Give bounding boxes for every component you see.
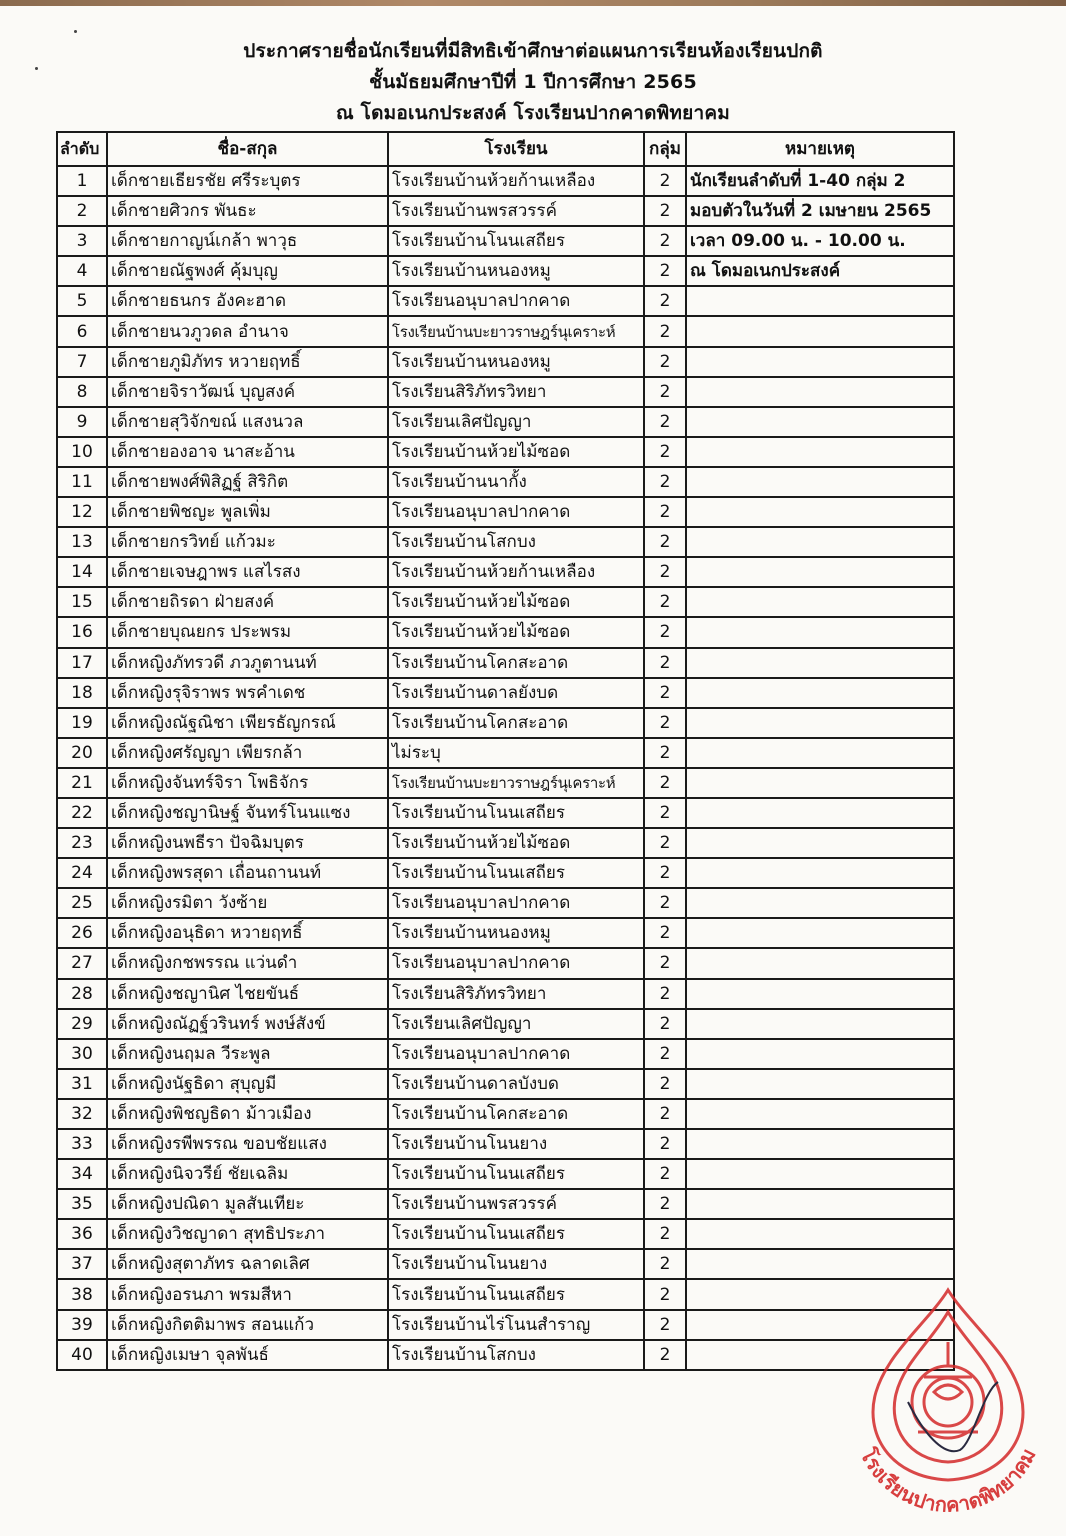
- row-remark: [686, 738, 954, 768]
- row-school: โรงเรียนอนุบาลปากคาด: [388, 497, 644, 527]
- table-row: [57, 738, 954, 768]
- row-group: 2: [644, 527, 686, 557]
- table-row: [57, 286, 954, 316]
- row-remark: [686, 557, 954, 587]
- row-remark: [686, 437, 954, 467]
- row-name: เด็กหญิงวิชญาดา สุทธิประภา: [107, 1219, 388, 1249]
- table-row: [57, 587, 954, 617]
- row-group: 2: [644, 256, 686, 286]
- table-row: [57, 798, 954, 828]
- row-order: 19: [57, 708, 107, 738]
- row-group: 2: [644, 708, 686, 738]
- column-header-order: ลำดับ: [57, 132, 107, 166]
- table-header-row: [57, 132, 954, 166]
- paper-speck: [74, 30, 77, 33]
- row-school: โรงเรียนบ้านดาลบังบด: [388, 1069, 644, 1099]
- row-name: เด็กชายพงศ์พิสิฏฐ์ สิริกิต: [107, 467, 388, 497]
- row-remark: [686, 467, 954, 497]
- row-remark: [686, 948, 954, 978]
- row-school: โรงเรียนบ้านไร่โนนสำราญ: [388, 1310, 644, 1340]
- row-remark: [686, 286, 954, 316]
- row-school: โรงเรียนบ้านหนองหมู: [388, 256, 644, 286]
- row-school: โรงเรียนบ้านโนนเสถียร: [388, 1279, 644, 1309]
- row-name: เด็กชายเธียรชัย ศรีระบุตร: [107, 166, 388, 196]
- row-name: เด็กชายจิราวัฒน์ บุญสงค์: [107, 377, 388, 407]
- row-school: โรงเรียนอนุบาลปากคาด: [388, 286, 644, 316]
- row-group: 2: [644, 648, 686, 678]
- row-school: โรงเรียนบ้านโนนเสถียร: [388, 1219, 644, 1249]
- table-row: [57, 557, 954, 587]
- row-group: 2: [644, 798, 686, 828]
- row-name: เด็กหญิงนฤมล วีระพูล: [107, 1039, 388, 1069]
- row-school: โรงเรียนบ้านโนนเสถียร: [388, 226, 644, 256]
- table-row: [57, 648, 954, 678]
- row-remark: [686, 1129, 954, 1159]
- table-row: [57, 1099, 954, 1129]
- row-order: 14: [57, 557, 107, 587]
- row-order: 26: [57, 918, 107, 948]
- row-name: เด็กชายกรวิทย์ แก้วมะ: [107, 527, 388, 557]
- row-school: โรงเรียนบ้านพรสวรรค์: [388, 196, 644, 226]
- row-order: 12: [57, 497, 107, 527]
- row-order: 29: [57, 1009, 107, 1039]
- row-order: 31: [57, 1069, 107, 1099]
- row-remark: [686, 527, 954, 557]
- row-school: โรงเรียนเลิศปัญญา: [388, 1009, 644, 1039]
- row-name: เด็กหญิงณัฐณิชา เพียรธัญกรณ์: [107, 708, 388, 738]
- row-order: 28: [57, 979, 107, 1009]
- row-group: 2: [644, 828, 686, 858]
- row-order: 32: [57, 1099, 107, 1129]
- table-row: [57, 467, 954, 497]
- table-row: [57, 617, 954, 647]
- table-row: [57, 1279, 954, 1309]
- row-name: เด็กหญิงศรัญญา เพียรกล้า: [107, 738, 388, 768]
- table-row: [57, 918, 954, 948]
- row-remark: [686, 407, 954, 437]
- row-remark: นักเรียนลำดับที่ 1-40 กลุ่ม 2: [686, 166, 954, 196]
- row-order: 11: [57, 467, 107, 497]
- row-school: โรงเรียนอนุบาลปากคาด: [388, 948, 644, 978]
- row-group: 2: [644, 1039, 686, 1069]
- row-name: เด็กชายบุณยกร ประพรม: [107, 617, 388, 647]
- row-order: 7: [57, 347, 107, 377]
- row-name: เด็กหญิงจันทร์จิรา โพธิจักร: [107, 768, 388, 798]
- row-name: เด็กชายณัฐพงศ์ คุ้มบุญ: [107, 256, 388, 286]
- table-row: [57, 1189, 954, 1219]
- row-group: 2: [644, 1099, 686, 1129]
- row-order: 20: [57, 738, 107, 768]
- row-remark: [686, 888, 954, 918]
- row-order: 3: [57, 226, 107, 256]
- column-header-name: ชื่อ-สกุล: [107, 132, 388, 166]
- row-group: 2: [644, 1279, 686, 1309]
- row-school: โรงเรียนบ้านหนองหมู: [388, 347, 644, 377]
- row-remark: [686, 828, 954, 858]
- row-order: 36: [57, 1219, 107, 1249]
- row-name: เด็กชายธนกร อังคะฮาด: [107, 286, 388, 316]
- row-order: 4: [57, 256, 107, 286]
- row-school: โรงเรียนบ้านโสกบง: [388, 527, 644, 557]
- row-school: โรงเรียนสิริภัทรวิทยา: [388, 377, 644, 407]
- table-row: [57, 497, 954, 527]
- row-school: โรงเรียนบ้านห้วยไม้ซอด: [388, 437, 644, 467]
- table-row: [57, 948, 954, 978]
- row-group: 2: [644, 497, 686, 527]
- table-row: [57, 1340, 954, 1370]
- row-group: 2: [644, 347, 686, 377]
- row-group: 2: [644, 166, 686, 196]
- row-name: เด็กชายพิชญะ พูลเพิ่ม: [107, 497, 388, 527]
- row-remark: [686, 1039, 954, 1069]
- school-seal-stamp: [848, 1282, 1048, 1522]
- table-row: [57, 527, 954, 557]
- row-remark: [686, 377, 954, 407]
- row-school: โรงเรียนบ้านห้วยไม้ซอด: [388, 587, 644, 617]
- row-name: เด็กหญิงเมษา จุลพันธ์: [107, 1340, 388, 1370]
- row-school: โรงเรียนบ้านโคกสะอาด: [388, 708, 644, 738]
- table-row: [57, 708, 954, 738]
- row-remark: [686, 1099, 954, 1129]
- row-name: เด็กหญิงพิชญธิดา ม้าวเมือง: [107, 1099, 388, 1129]
- row-school: โรงเรียนบ้านพรสวรรค์: [388, 1189, 644, 1219]
- row-order: 15: [57, 587, 107, 617]
- row-remark: [686, 1069, 954, 1099]
- row-group: 2: [644, 437, 686, 467]
- row-group: 2: [644, 1009, 686, 1039]
- row-group: 2: [644, 918, 686, 948]
- table-row: [57, 1129, 954, 1159]
- document-header: [0, 36, 1066, 129]
- table-row: [57, 196, 954, 226]
- row-order: 24: [57, 858, 107, 888]
- row-school: โรงเรียนบ้านห้วยก้านเหลือง: [388, 557, 644, 587]
- row-name: เด็กหญิงชญานิษฐ์ จันทร์โนนแซง: [107, 798, 388, 828]
- row-order: 30: [57, 1039, 107, 1069]
- row-group: 2: [644, 979, 686, 1009]
- row-order: 27: [57, 948, 107, 978]
- row-order: 10: [57, 437, 107, 467]
- row-remark: [686, 316, 954, 346]
- row-school: โรงเรียนบ้านโนนเสถียร: [388, 1159, 644, 1189]
- row-order: 25: [57, 888, 107, 918]
- row-group: 2: [644, 1249, 686, 1279]
- row-name: เด็กชายเจษฎาพร แสไรสง: [107, 557, 388, 587]
- row-order: 1: [57, 166, 107, 196]
- row-group: 2: [644, 888, 686, 918]
- row-school: โรงเรียนบ้านห้วยไม้ซอด: [388, 828, 644, 858]
- header-line-2: ชั้นมัธยมศึกษาปีที่ 1 ปีการศึกษา 2565: [369, 71, 697, 93]
- table-row: [57, 828, 954, 858]
- row-name: เด็กชายนวภูวดล อำนาจ: [107, 316, 388, 346]
- row-order: 40: [57, 1340, 107, 1370]
- row-order: 8: [57, 377, 107, 407]
- row-order: 16: [57, 617, 107, 647]
- row-group: 2: [644, 1310, 686, 1340]
- row-name: เด็กหญิงอรนภา พรมสีหา: [107, 1279, 388, 1309]
- table-row: [57, 166, 954, 196]
- table-row: [57, 407, 954, 437]
- table-row: [57, 768, 954, 798]
- row-remark: [686, 1219, 954, 1249]
- row-remark: [686, 347, 954, 377]
- table-row: [57, 316, 954, 346]
- row-remark: [686, 1249, 954, 1279]
- row-group: 2: [644, 678, 686, 708]
- row-school: โรงเรียนสิริภัทรวิทยา: [388, 979, 644, 1009]
- row-name: เด็กหญิงภัทรวดี ภวภูตานนท์: [107, 648, 388, 678]
- row-name: เด็กหญิงพรสุดา เถื่อนถานนท์: [107, 858, 388, 888]
- row-order: 35: [57, 1189, 107, 1219]
- row-order: 38: [57, 1279, 107, 1309]
- row-remark: [686, 768, 954, 798]
- table-row: [57, 437, 954, 467]
- row-school: โรงเรียนอนุบาลปากคาด: [388, 1039, 644, 1069]
- row-remark: [686, 497, 954, 527]
- table-row: [57, 1249, 954, 1279]
- table-row: [57, 377, 954, 407]
- row-name: เด็กหญิงสุตาภัทร ฉลาดเลิศ: [107, 1249, 388, 1279]
- row-remark: ณ โดมอเนกประสงค์: [686, 256, 954, 286]
- table-row: [57, 347, 954, 377]
- row-group: 2: [644, 768, 686, 798]
- row-order: 39: [57, 1310, 107, 1340]
- row-school: โรงเรียนบ้านห้วยก้านเหลือง: [388, 166, 644, 196]
- row-remark: [686, 798, 954, 828]
- row-order: 18: [57, 678, 107, 708]
- table-row: [57, 1219, 954, 1249]
- row-group: 2: [644, 316, 686, 346]
- column-header-remark: หมายเหตุ: [686, 132, 954, 166]
- row-school: โรงเรียนบ้านนากั้ง: [388, 467, 644, 497]
- row-order: 17: [57, 648, 107, 678]
- table-row: [57, 1310, 954, 1340]
- row-group: 2: [644, 1159, 686, 1189]
- row-name: เด็กชายสุวิจักขณ์ แสงนวล: [107, 407, 388, 437]
- row-school: ไม่ระบุ: [388, 738, 644, 768]
- row-school: โรงเรียนบ้านโนนเสถียร: [388, 858, 644, 888]
- row-name: เด็กหญิงนพธีรา ปัจฉิมบุตร: [107, 828, 388, 858]
- row-school: โรงเรียนบ้านบะยาวราษฎร์นุเคราะห์: [388, 768, 644, 798]
- row-remark: [686, 918, 954, 948]
- table-row: [57, 678, 954, 708]
- row-order: 9: [57, 407, 107, 437]
- row-group: 2: [644, 1129, 686, 1159]
- row-name: เด็กหญิงรุจิราพร พรคำเดช: [107, 678, 388, 708]
- row-group: 2: [644, 1340, 686, 1370]
- row-group: 2: [644, 196, 686, 226]
- table-row: [57, 1159, 954, 1189]
- row-name: เด็กหญิงรมิตา วังซ้าย: [107, 888, 388, 918]
- row-remark: มอบตัวในวันที่ 2 เมษายน 2565: [686, 196, 954, 226]
- row-group: 2: [644, 1069, 686, 1099]
- row-group: 2: [644, 587, 686, 617]
- table-row: [57, 1069, 954, 1099]
- header-line-1: ประกาศรายชื่อนักเรียนที่มีสิทธิเข้าศึกษาต่อแผนการเรียนห้องเรียนปกติ: [243, 40, 823, 62]
- table-row: [57, 256, 954, 286]
- row-school: โรงเรียนบ้านหนองหมู: [388, 918, 644, 948]
- row-order: 23: [57, 828, 107, 858]
- row-order: 22: [57, 798, 107, 828]
- row-name: เด็กหญิงอนุธิดา หวายฤทธิ์: [107, 918, 388, 948]
- row-school: โรงเรียนบ้านดาลยังบด: [388, 678, 644, 708]
- row-group: 2: [644, 557, 686, 587]
- row-group: 2: [644, 617, 686, 647]
- row-group: 2: [644, 467, 686, 497]
- row-name: เด็กชายองอาจ นาสะอ้าน: [107, 437, 388, 467]
- row-name: เด็กหญิงณัฏฐ์วรินทร์ พงษ์สังข์: [107, 1009, 388, 1039]
- row-order: 13: [57, 527, 107, 557]
- row-name: เด็กหญิงนิจวรีย์ ชัยเฉลิม: [107, 1159, 388, 1189]
- row-remark: [686, 587, 954, 617]
- row-remark: [686, 648, 954, 678]
- row-remark: [686, 1189, 954, 1219]
- row-school: โรงเรียนบ้านโนนยาง: [388, 1129, 644, 1159]
- row-remark: [686, 678, 954, 708]
- row-order: 2: [57, 196, 107, 226]
- row-school: โรงเรียนบ้านโคกสะอาด: [388, 648, 644, 678]
- column-header-school: โรงเรียน: [388, 132, 644, 166]
- row-name: เด็กหญิงนัฐธิดา สุบุญมี: [107, 1069, 388, 1099]
- row-group: 2: [644, 407, 686, 437]
- row-school: โรงเรียนบ้านบะยาวราษฎร์นุเคราะห์: [388, 316, 644, 346]
- row-order: 34: [57, 1159, 107, 1189]
- row-name: เด็กหญิงรพีพรรณ ขอบชัยแสง: [107, 1129, 388, 1159]
- row-remark: [686, 1009, 954, 1039]
- row-school: โรงเรียนบ้านโคกสะอาด: [388, 1099, 644, 1129]
- row-school: โรงเรียนบ้านโนนเสถียร: [388, 798, 644, 828]
- student-list-table: [56, 131, 955, 1371]
- row-name: เด็กหญิงกชพรรณ แว่นดำ: [107, 948, 388, 978]
- seal-text: โรงเรียนปากคาดพิทยาคม: [855, 1444, 1041, 1517]
- row-school: โรงเรียนบ้านห้วยไม้ซอด: [388, 617, 644, 647]
- row-remark: [686, 858, 954, 888]
- row-remark: [686, 617, 954, 647]
- row-remark: เวลา 09.00 น. - 10.00 น.: [686, 226, 954, 256]
- table-row: [57, 226, 954, 256]
- row-remark: [686, 979, 954, 1009]
- row-remark: [686, 708, 954, 738]
- row-group: 2: [644, 1219, 686, 1249]
- header-line-3: ณ โดมอเนกประสงค์ โรงเรียนปากคาดพิทยาคม: [336, 102, 730, 124]
- table-row: [57, 979, 954, 1009]
- row-remark: [686, 1159, 954, 1189]
- table-row: [57, 888, 954, 918]
- row-group: 2: [644, 858, 686, 888]
- table-row: [57, 1009, 954, 1039]
- row-order: 33: [57, 1129, 107, 1159]
- row-order: 37: [57, 1249, 107, 1279]
- row-name: เด็กชายถิรดา ฝ่ายสงค์: [107, 587, 388, 617]
- row-group: 2: [644, 286, 686, 316]
- row-group: 2: [644, 948, 686, 978]
- row-group: 2: [644, 377, 686, 407]
- row-school: โรงเรียนอนุบาลปากคาด: [388, 888, 644, 918]
- row-group: 2: [644, 226, 686, 256]
- row-name: เด็กชายกาญน์เกล้า พาวุธ: [107, 226, 388, 256]
- column-header-group: กลุ่ม: [644, 132, 686, 166]
- row-group: 2: [644, 738, 686, 768]
- row-name: เด็กชายภูมิภัทร หวายฤทธิ์: [107, 347, 388, 377]
- row-order: 5: [57, 286, 107, 316]
- row-name: เด็กชายศิวกร พันธะ: [107, 196, 388, 226]
- row-school: โรงเรียนบ้านโนนยาง: [388, 1249, 644, 1279]
- row-name: เด็กหญิงกิตติมาพร สอนแก้ว: [107, 1310, 388, 1340]
- table-row: [57, 858, 954, 888]
- row-group: 2: [644, 1189, 686, 1219]
- row-school: โรงเรียนเลิศปัญญา: [388, 407, 644, 437]
- row-school: โรงเรียนบ้านโสกบง: [388, 1340, 644, 1370]
- page-top-edge: [0, 0, 1066, 6]
- row-order: 21: [57, 768, 107, 798]
- table-row: [57, 1039, 954, 1069]
- row-name: เด็กหญิงชญานิศ ไชยขันธ์: [107, 979, 388, 1009]
- row-name: เด็กหญิงปณิดา มูลสันเทียะ: [107, 1189, 388, 1219]
- row-order: 6: [57, 316, 107, 346]
